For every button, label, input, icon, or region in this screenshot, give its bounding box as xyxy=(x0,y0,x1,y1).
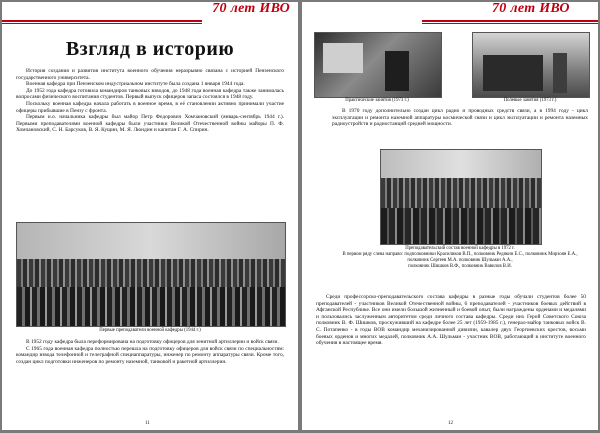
header-rule xyxy=(422,20,598,22)
cycles-text xyxy=(332,108,588,128)
intro-text xyxy=(16,68,284,134)
paragraph: С 1965 года военная кафедра полностью перешла на подготовку офицеров для войск связи по специальностям: командир взвода телефонной и телеграфной специаппаратуры, инженер по ремонту аппаратуры связи. Кроме того, создан цикл подготовки инженеров по ремонту наземной, танковой и ракетной артиллерии. xyxy=(16,345,284,365)
paragraph: До 1952 года кафедра готовила командиров танковых взводов, до 1948 года военная кафедра также занималась вопросами физического воспитания студентов. Первый выпуск офицеров запаса состоялся в 1948 году. xyxy=(16,87,284,101)
practice-caption: Практические занятия (1973 г.) xyxy=(345,98,409,103)
header-title: 70 лет ИВО xyxy=(212,2,290,16)
header-rule-thin xyxy=(2,23,202,24)
page-header-left xyxy=(2,2,298,19)
header-rule-thin xyxy=(422,23,598,24)
photo-people-front xyxy=(17,287,285,326)
person-shape xyxy=(385,51,409,91)
practice-photo xyxy=(314,32,442,98)
left-page xyxy=(2,2,298,430)
first-teachers-photo xyxy=(16,222,286,327)
paragraph: В 1952 году кафедра была переформирована на подготовку офицеров для зенитной артиллерии и войск связи. xyxy=(26,339,279,345)
history-text xyxy=(16,339,284,365)
right-page xyxy=(302,2,598,430)
header-rule xyxy=(2,20,202,22)
photo-caption: Первые преподаватели военной кафедры (1944 г.) xyxy=(99,328,201,333)
equipment-shape xyxy=(323,43,363,73)
vehicle-shape xyxy=(483,55,543,91)
field-photo xyxy=(472,32,590,98)
paragraph: Поскольку военная кафедра начала работать в военное время, в её становлении активно принимали участие офицеры прибывшие в Пензу с фронта. xyxy=(16,100,284,114)
caption-line: В первом ряду слева направо: подполковники Красиликов В.П., полковник Редякин Е.С., полковник Мирзоян Е.А., полковник Сергеев М.А. полковник Шульман А.А., xyxy=(342,252,578,263)
staff-photo-caption xyxy=(342,246,578,270)
photo-people-back xyxy=(381,178,541,211)
paragraph: В 1970 году дополнительно создан цикл радио и проводных средств связи, а в 1994 году - цикл эксплуатации и ремонта наземной аппаратуры космической связи и цикл эксплуатации и ремонта наземных радиоустройств и радиостанций средней мощности. xyxy=(332,108,588,128)
page-number: 11 xyxy=(145,421,150,426)
field-caption: Полевые занятия (1973 г.) xyxy=(503,98,557,103)
caption-line: Преподавательский состав военной кафедры в 1972 г. xyxy=(405,246,515,251)
page-heading: Взгляд в историю xyxy=(65,38,235,60)
staff-1972-photo xyxy=(380,149,542,245)
paragraph: Первым и.о. начальника кафедры был майор Петр Федорович Хомчановский (январь-сентябрь 1944 г.). Первыми преподавателями военной кафедры были участники Великой Отечественной войны майоры П. Ф. Хомчановский, С. Н. Барсуков, В. Я. Кущин, М. Я. Люндин и капитан Г. А. Спирин. xyxy=(16,114,284,134)
staff-text xyxy=(316,294,586,347)
caption-line: полковник Шишков В.Ф., полковник Вавилов В.И. xyxy=(408,264,512,269)
person-shape xyxy=(553,53,567,93)
paragraph: История создания и развития института военного обучения неразрывно связана с историей Пензенского государственного университета. xyxy=(16,68,284,81)
header-title: 70 лет ИВО xyxy=(492,2,570,16)
paragraph: Военная кафедра при Пензенском индустриальном институте была создана 1 января 1944 года. xyxy=(26,81,245,88)
page-header-right xyxy=(302,2,598,19)
photo-people-front xyxy=(381,208,541,244)
paragraph: Среди профессорско-преподавательского состава кафедры в разные годы обучали студентов более 50 преподавателей - участников Великой Отечественной войны, 6 преподавателей - участников боевых действий в Афганской Республике. Все они имели большой жизненный и боевой опыт, были награждены орденами и медалями и пользовались заслуженным авторитетом среди личного состава кафедры. Среди них Герой Советского Союза полковник В. Ф. Шишков, проскуживший на кафедре более 25 лет (1959-1985 г.), генерал-майор танковых войск В. С. Потапенко - в годы ВОВ командир механизированной дивизии, кавалер двух Георгиевских крестов, восьми боевых орденов и многих медалей, полковник А.А. Шульман - участник ВОВ, работающий в институте военного обучения в настоящее время. xyxy=(316,294,586,347)
page-number: 12 xyxy=(448,421,453,426)
